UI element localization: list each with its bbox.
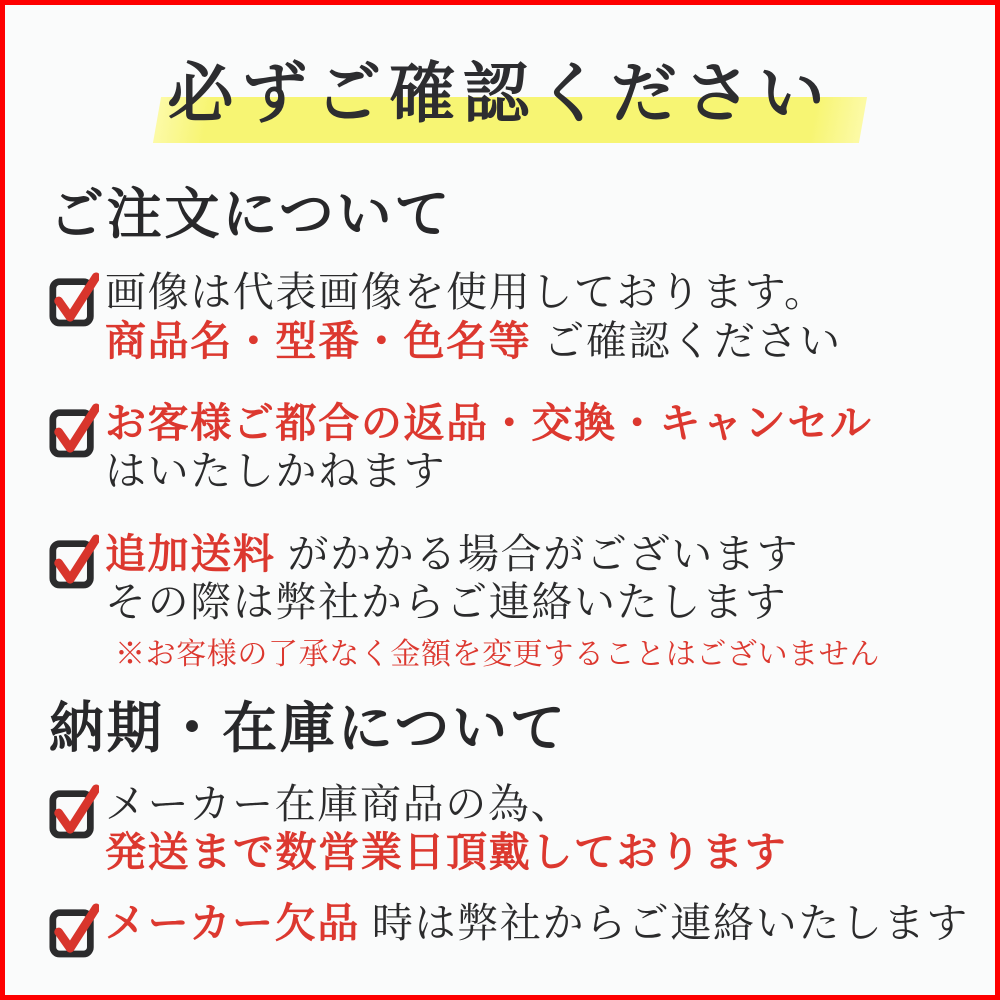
checked-checkbox-icon: [49, 532, 99, 590]
notice-content: [5, 183, 995, 959]
notice-item-text: [105, 530, 880, 673]
text-segment-emphasis: 追加送料: [105, 530, 276, 577]
checked-checkbox-icon: [49, 901, 99, 959]
page-title: 必ずご確認ください: [167, 58, 833, 131]
text-line: [105, 530, 880, 578]
notice-item-extra-shipping: [49, 530, 959, 673]
notice-item-text: [105, 268, 842, 365]
notice-item-text: [105, 899, 969, 947]
text-line: [105, 399, 873, 447]
text-line: [105, 317, 842, 365]
text-segment-emphasis: メーカー欠品: [105, 899, 361, 946]
checked-checkbox-icon: [49, 782, 99, 840]
text-segment: メーカー在庫商品の為、: [105, 780, 574, 827]
text-line: [105, 268, 842, 316]
text-segment: 時は弊社からご連絡いたします: [371, 899, 969, 946]
text-segment: 画像は代表画像を使用しております。: [105, 269, 827, 316]
notice-item-representative-image: [49, 268, 959, 365]
text-line: [105, 578, 880, 626]
section-stock: [49, 697, 969, 959]
text-segment-emphasis: 発送まで数営業日頂戴しております: [105, 829, 788, 876]
checked-checkbox-icon: [49, 401, 99, 459]
text-segment: はいたしかねます: [105, 448, 447, 495]
section-orders: [49, 183, 959, 673]
text-segment: がかかる場合がございます: [287, 530, 800, 577]
notice-item-out-of-stock: [49, 899, 969, 959]
notice-item-no-returns: [49, 399, 959, 496]
notice-item-text: [105, 399, 873, 496]
text-segment: ご確認ください: [543, 317, 842, 364]
price-change-disclaimer: ※お客様の了承なく金額を変更することはございません: [115, 637, 880, 671]
text-segment: その際は弊社からご連絡いたします: [105, 579, 788, 626]
section-orders-heading: ご注文について: [49, 184, 453, 245]
text-segment-emphasis: お客様ご都合の返品・交換・キャンセル: [105, 400, 873, 446]
notice-item-text: [105, 780, 787, 877]
notice-item-maker-stock: [49, 780, 959, 877]
title-block: [5, 47, 995, 143]
text-line: [105, 828, 787, 876]
checked-checkbox-icon: [49, 270, 99, 328]
text-line: [105, 447, 873, 495]
text-line: [105, 780, 787, 828]
section-stock-heading: 納期・在庫について: [49, 697, 568, 759]
text-line: [105, 899, 969, 947]
text-segment-emphasis: 商品名・型番・色名等: [105, 317, 532, 364]
